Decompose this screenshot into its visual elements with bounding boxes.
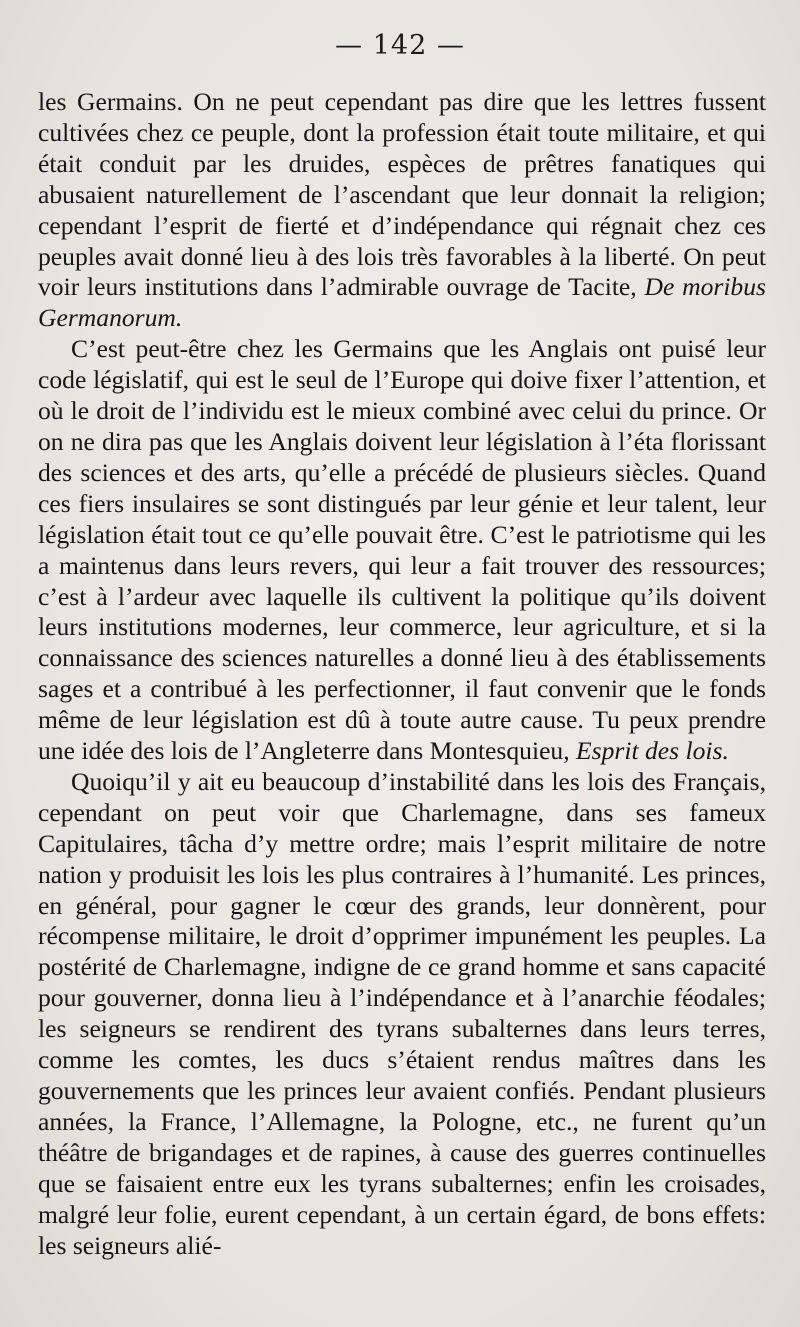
paragraph-2 [38,334,766,767]
paragraph-1 [38,87,766,334]
paragraph-3-text: Quoiqu’il y ait eu beaucoup d’instabilité dans les lois des Français, cependant on peut voir que Charlemagne, dans ses fameux Capitulaires, tâcha d’y mettre ordre; mais l’esprit militaire de notre nation y produisit les lois les plus contraires à l’humanité. Les princes, en général, pour gagner le cœur des grands, leur donnèrent, pour récompense militaire, le droit d’opprimer impunément les peuples. La postérité de Charlemagne, indigne de ce grand homme et sans capacité pour gouverner, donna lieu à l’indépendance et à l’anarchie féodales; les seigneurs se rendirent des tyrans subalternes dans leurs terres, comme les comtes, les ducs s’étaient rendus maîtres dans les gouvernements que les princes leur avaient confiés. Pendant plusieurs années, la France, l’Allemagne, la Pologne, etc., ne furent qu’un théâtre de brigandages et de rapines, à cause des guerres continuelles que se faisaient entre eux les tyrans subalternes; enfin les croisades, malgré leur folie, eurent cependant, à un certain égard, de bons effets: les seigneurs alié- [38,766,766,1260]
book-title-de-moribus: De moribus Germanorum. [38,272,766,333]
paragraph-2-text: C’est peut-être chez les Germains que les Anglais ont puisé leur code législatif, qui est le seul de l’Europe qui doive fixer l’attention, et où le droit de l’individu est le mieux combiné avec celui du prince. Or on ne dira pas que les Anglais doivent leur législation à l’éta florissant des sciences et des arts, qu’elle a précédé de plusieurs siècles. Quand ces fiers insulaires se sont distingués par leur génie et leur talent, leur législation était tout ce qu’elle pouvait être. C’est le patriotisme qui les a maintenus dans leurs revers, qui leur a fait trouver des ressources; c’est à l’ardeur avec laquelle ils cultivent la politique qu’ils doivent leurs institutions modernes, leur commerce, leur agriculture, et si la connaissance des sciences naturelles a donné lieu à des établissements sages et a contribué à les perfectionner, il faut convenir que le fonds même de leur législation est dû à toute autre cause. Tu peux prendre une idée des lois de l’Angleterre dans Montesquieu, [38,334,766,766]
page-number: — 142 — [335,30,465,61]
book-title-esprit-des-lois: Esprit des lois. [576,736,729,766]
body-text [38,87,766,1261]
paragraph-1-text: les Germains. On ne peut cependant pas dire que les lettres fussent cultivées chez ce peuple, dont la profession était toute militaire, et qui était conduit par les druides, espèces de prêtres fanatiques qui abusaient naturellement de l’ascendant que leur donnait la religion; cependant l’esprit de fierté et d’indépendance qui régnait chez ces peuples avait donné lieu à des lois très favorables à la liberté. On peut voir leurs institutions dans l’admirable ouvrage de Tacite, [38,87,766,302]
paragraph-3 [38,767,766,1262]
